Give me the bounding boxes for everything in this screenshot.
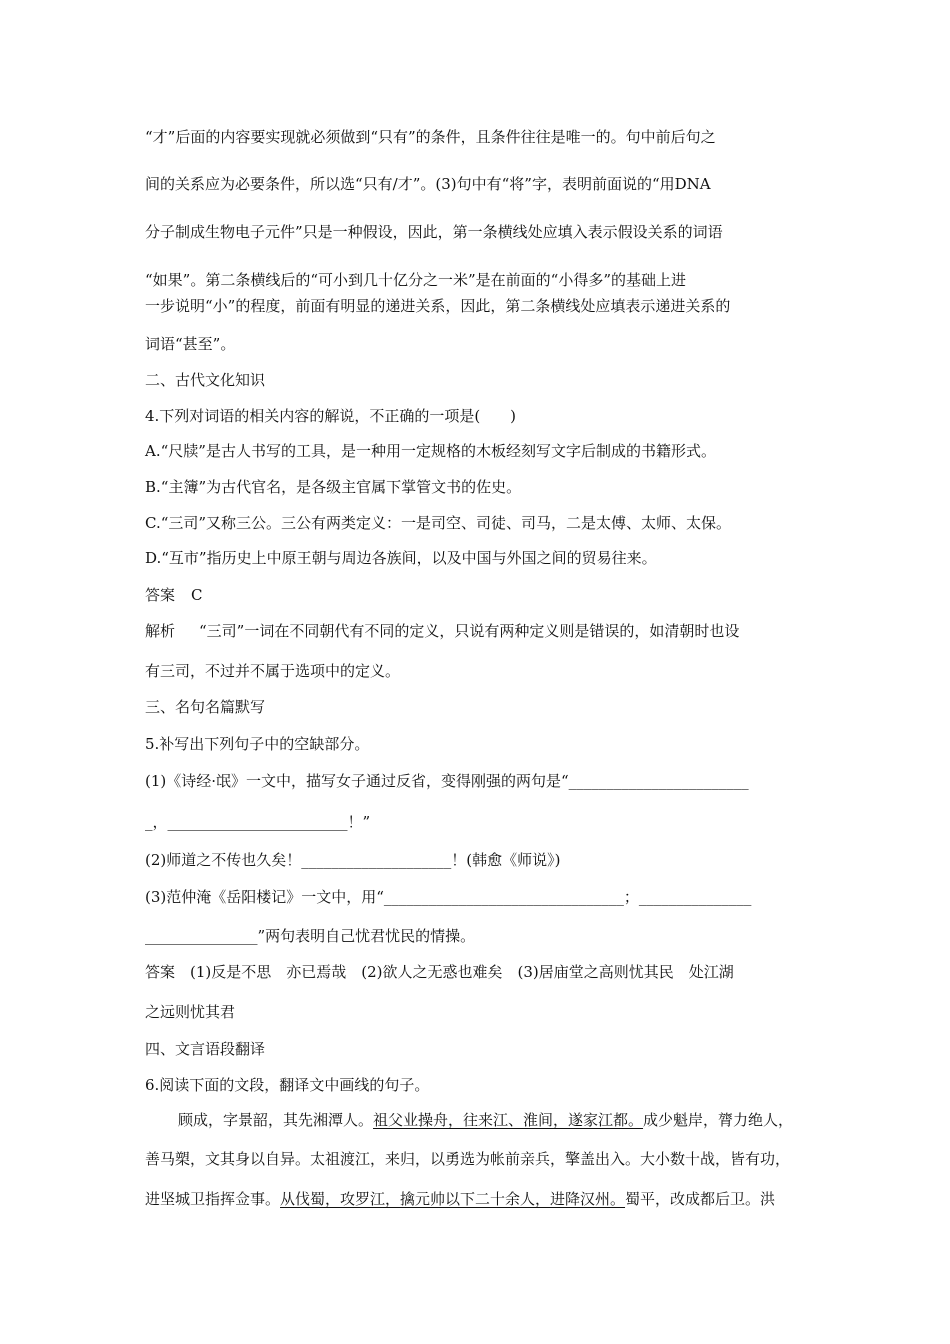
analysis-label: 解析	[145, 622, 176, 640]
underlined-sentence-2: 从伐蜀，攻罗江，擒元帅以下二十余人，进降汉州。	[280, 1190, 626, 1208]
answer-q5-line-1: 答案 (1)反是不思 亦已焉哉 (2)欲人之无惑也难矣 (3)居庙堂之高则忧其民 处江湖	[145, 963, 734, 981]
section-heading-translation: 四、文言语段翻译	[145, 1040, 266, 1058]
explanation-line-1: “才”后面的内容要实现就必须做到“只有”的条件，且条件往往是唯一的。句中前后句之	[145, 128, 716, 146]
section-heading-ancient-culture: 二、古代文化知识	[145, 371, 266, 389]
answer-label: 答案	[145, 586, 176, 604]
option-b: B.“主簿”为古代官名，是各级主官属下掌管文书的佐史。	[145, 478, 522, 496]
question-5: 5.补写出下列句子中的空缺部分。	[145, 735, 370, 753]
passage-text: 顾成，字景韶，其先湘潭人。	[178, 1111, 374, 1129]
passage-text: 进坚城卫指挥佥事。	[145, 1190, 281, 1208]
option-a: A.“尺牍”是古人书写的工具，是一种用一定规格的木板经刻写文字后制成的书籍形式。	[145, 442, 716, 460]
section-heading-famous-lines: 三、名句名篇默写	[145, 698, 266, 716]
answer-line-q4	[145, 585, 203, 605]
option-d: D.“互市”指历史上中原王朝与周边各族间，以及中国与外国之间的贸易往来。	[145, 549, 657, 567]
fill-item-2: (2)师道之不传也久矣！____________________！(韩愈《师说》)	[145, 851, 561, 869]
fill-item-3-line-1: (3)范仲淹《岳阳楼记》一文中，用“________________________________；_______________	[145, 888, 752, 906]
analysis-line-1	[145, 621, 739, 641]
question-6: 6.阅读下面的文段，翻译文中画线的句子。	[145, 1076, 430, 1094]
answer-q5-line-2: 之远则忧其君	[145, 1003, 236, 1021]
passage-line-3	[145, 1189, 775, 1209]
passage-line-2: 善马槊，文其身以自异。太祖渡江，来归，以勇选为帐前亲兵，擎盖出入。大小数十战，皆有功，	[145, 1150, 791, 1168]
explanation-line-5: 一步说明“小”的程度，前面有明显的递进关系，因此，第二条横线处应填表示递进关系的	[145, 297, 731, 315]
explanation-line-4: “如果”。第二条横线后的“可小到几十亿分之一米”是在前面的“小得多”的基础上进	[145, 271, 687, 289]
underlined-sentence-1: 祖父业操舟，往来江、淮间，遂家江都。	[373, 1111, 644, 1129]
analysis-text: “三司”一词在不同朝代有不同的定义，只说有两种定义则是错误的，如清朝时也设	[199, 622, 740, 640]
explanation-line-6: 词语“甚至”。	[145, 335, 236, 353]
analysis-line-2: 有三司，不过并不属于选项中的定义。	[145, 662, 401, 680]
answer-value: C	[191, 586, 203, 604]
passage-line-1	[178, 1110, 793, 1130]
fill-item-1-line-1: (1)《诗经·氓》一文中，描写女子通过反省，变得刚强的两句是“________________________	[145, 772, 749, 790]
question-4: 4.下列对词语的相关内容的解说，不正确的一项是( )	[145, 407, 517, 425]
explanation-line-2: 间的关系应为必要条件，所以选“只有/才”。(3)句中有“将”字，表明前面说的“用DNA	[145, 175, 711, 193]
fill-item-1-line-2: _，________________________！”	[145, 813, 371, 831]
fill-item-3-line-2: _______________”两句表明自己忧君忧民的情操。	[145, 927, 476, 945]
option-c: C.“三司”又称三公。三公有两类定义：一是司空、司徒、司马，二是太傅、太师、太保。	[145, 514, 732, 532]
passage-text: 成少魁岸，膂力绝人，	[643, 1111, 794, 1129]
passage-text: 蜀平，改成都后卫。洪	[625, 1190, 776, 1208]
explanation-line-3: 分子制成生物电子元件”只是一种假设，因此，第一条横线处应填入表示假设关系的词语	[145, 223, 723, 241]
